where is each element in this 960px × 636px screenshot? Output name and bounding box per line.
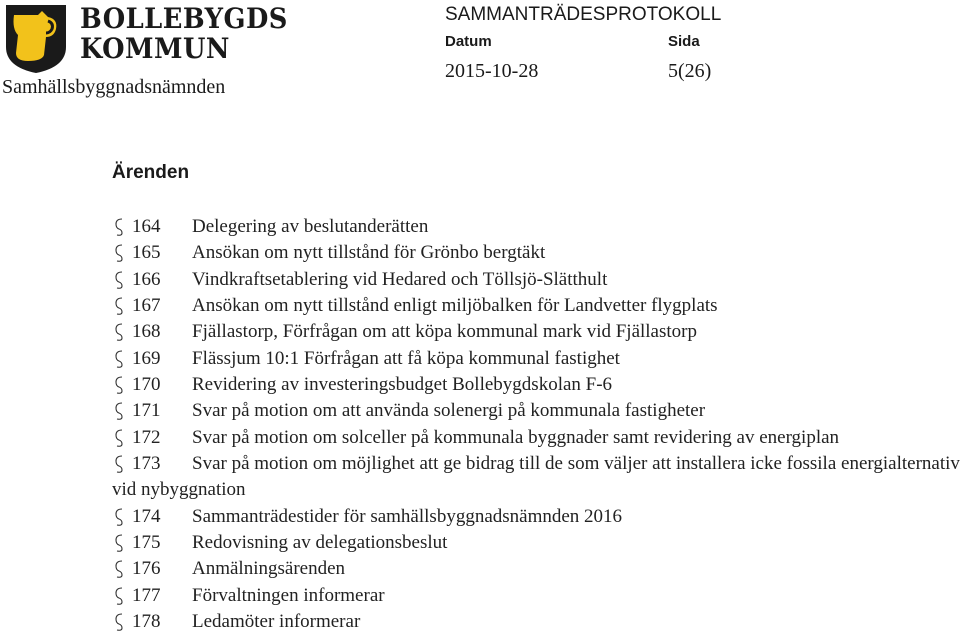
committee-name: Samhällsbyggnadsnämnden [2, 76, 226, 98]
section-sign-icon [112, 323, 126, 341]
page-value: 5(26) [668, 60, 712, 82]
item-number: 177 [132, 584, 161, 606]
item-title: Svar på motion om att använda solenergi på kommunala fastigheter [192, 400, 706, 422]
section-sign-icon [112, 297, 126, 315]
list-item [112, 425, 960, 451]
list-item [112, 240, 960, 266]
section-sign-icon [112, 218, 126, 236]
section-sign-icon [112, 429, 126, 447]
section-sign-icon [112, 402, 126, 420]
list-item [112, 346, 960, 372]
item-number: 178 [132, 611, 161, 633]
item-number: 176 [132, 558, 161, 580]
item-title: Ansökan om nytt tillstånd enligt miljöbalken för Landvetter flygplats [192, 295, 718, 317]
item-number: 171 [132, 400, 161, 422]
list-item [112, 530, 960, 556]
section-sign-icon [112, 560, 126, 578]
org-name-line1: BOLLEBYGDS [80, 2, 288, 35]
item-number: 169 [132, 347, 161, 369]
section-sign-icon [112, 534, 126, 552]
list-item [112, 583, 960, 609]
municipality-crest-logo [4, 3, 68, 75]
item-title: Delegering av beslutanderätten [192, 216, 429, 237]
item-number: 170 [132, 374, 161, 396]
item-title: Redovisning av delegationsbeslut [192, 532, 448, 554]
organization-name [80, 4, 288, 64]
agenda-list [112, 214, 960, 636]
list-item [112, 267, 960, 293]
list-item [112, 556, 960, 582]
item-title: Revidering av investeringsbudget Bollebygdskolan F-6 [192, 374, 613, 396]
date-label: Datum [445, 33, 492, 50]
item-title: Flässjum 10:1 Förfrågan att få köpa kommunal fastighet [192, 347, 620, 369]
item-number: 174 [132, 505, 161, 527]
item-title: Ledamöter informerar [192, 611, 361, 633]
item-number: 166 [132, 268, 161, 290]
date-value: 2015-10-28 [445, 60, 539, 82]
section-sign-icon [112, 587, 126, 605]
list-item [112, 372, 960, 398]
list-item [112, 214, 960, 240]
org-name-line2: KOMMUN [80, 32, 230, 65]
item-number: 168 [132, 321, 161, 343]
item-title: Vindkraftsetablering vid Hedared och Töllsjö-Slätthult [192, 268, 608, 290]
item-title: Sammanträdestider för samhällsbyggnadsnämnden 2016 [192, 505, 623, 527]
section-sign-icon [112, 350, 126, 368]
item-title: Förvaltningen informerar [192, 584, 385, 606]
item-number: 175 [132, 532, 161, 554]
list-item [112, 293, 960, 319]
section-sign-icon [112, 508, 126, 526]
section-sign-icon [112, 613, 126, 631]
list-item [112, 398, 960, 424]
item-title: Anmälningsärenden [192, 558, 346, 580]
item-title: Ansökan om nytt tillstånd för Grönbo bergtäkt [192, 242, 546, 264]
section-heading: Ärenden [112, 162, 190, 183]
item-title: Fjällastorp, Förfrågan om att köpa kommunal mark vid Fjällastorp [192, 321, 697, 343]
section-sign-icon [112, 376, 126, 394]
item-title: Svar på motion om möjlighet att ge bidrag till de som väljer att installera icke fossila energialternativ vid nybyggnation [112, 453, 960, 501]
section-sign-icon [112, 271, 126, 289]
page-label: Sida [668, 33, 700, 50]
list-item [112, 451, 960, 504]
list-item [112, 504, 960, 530]
item-number: 172 [132, 426, 161, 448]
list-item [112, 319, 960, 345]
item-title: Svar på motion om solceller på kommunala byggnader samt revidering av energiplan [192, 426, 840, 448]
item-number: 167 [132, 295, 161, 317]
list-item [112, 609, 960, 635]
item-number: 165 [132, 242, 161, 264]
section-sign-icon [112, 244, 126, 262]
item-number: 173 [132, 453, 161, 475]
item-number: 164 [132, 216, 161, 237]
document-type: SAMMANTRÄDESPROTOKOLL [445, 4, 722, 25]
